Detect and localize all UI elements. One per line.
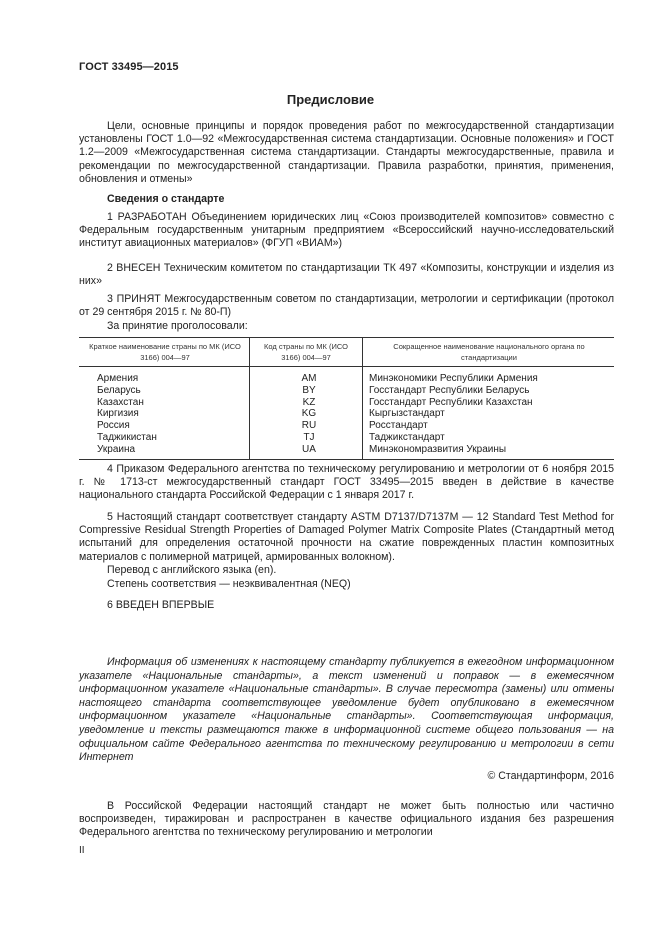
item-adopted: 3 ПРИНЯТ Межгосударственным советом по стандартизации, метрологии и сертификации (протокол от 29 сентября 2015 г. № 80-П) (79, 293, 614, 319)
table-divider (249, 338, 250, 459)
restriction-paragraph: В Российской Федерации настоящий стандарт не может быть полностью или частично воспроизведен, тиражирован и распространен в качестве официального издания без разрешения Федерального агентства по техническому регулированию и метрологии (79, 800, 614, 839)
table-cell: AM (301, 373, 317, 384)
intro-paragraph: Цели, основные принципы и порядок проведения работ по межгосударственной стандартизации установлены ГОСТ 1.0—92 «Межгосударственная система стандартизации. Основные положения» и ГОСТ 1.2—2009 «Межгосударственная система стандартизации. Стандарты межгосударственные, правила и рекомендации по межгосударственной стандартизации. Правила разработки, принятия, применения, обновления и отмены» (79, 120, 614, 185)
item-order: 4 Приказом Федерального агентства по техническому регулированию и метрологии от 6 ноября 2015 г. № 1713-ст межгосударственный стандарт ГОСТ 33495—2015 введен в действие в качестве национального стандарта Российской Федерации с 1 января 2017 г. (79, 463, 614, 502)
table-divider (362, 338, 363, 459)
table-cell: Таджикстандарт (369, 431, 445, 443)
table-cell: BY (302, 384, 316, 396)
copyright: © Стандартинформ, 2016 (487, 770, 614, 782)
table-cell: Киргизия (97, 408, 139, 420)
table-cell: KZ (302, 396, 316, 408)
table-cell: Армения (97, 373, 139, 384)
table-cell: Россия (97, 420, 130, 432)
vote-table (79, 337, 614, 460)
table-cell: Беларусь (97, 384, 141, 396)
table-cell: Госстандарт Республики Беларусь (369, 384, 530, 396)
info-notice: Информация об изменениях к настоящему стандарту публикуется в ежегодном информационном указателе «Национальные стандарты», а текст изменений и поправок — в ежемесячном информационном указателе «Национальные стандарты». В случае пересмотра (замены) или отмены настоящего стандарта соответствующее уведомление будет опубликовано в ежемесячном информационном указателе «Национальные стандарты». Соответствующая информация, уведомление и тексты размещаются также в информационной системе общего пользования — на официальном сайте Федерального агентства по техническому регулированию и метрологии в сети Интернет (79, 656, 614, 764)
table-cell: Минэкономразвития Украины (369, 443, 507, 455)
page-number: II (79, 845, 85, 856)
table-column-code (279, 373, 339, 456)
table-cell: Таджикистан (97, 431, 157, 443)
item-conformity: 5 Настоящий стандарт соответствует стандарту ASTM D7137/D7137M — 12 Standard Test Method for Compressive Residual Strength Properties of Damaged Polymer Matrix Composite Plates (Стандартный метод испытаний для определения остаточной прочности на сжатие поврежденных пластин композитных материалов с полимерной матрицей, армированных волокном). (79, 511, 614, 563)
table-cell: UA (302, 443, 316, 455)
item-first-introduced: 6 ВВЕДЕН ВПЕРВЫЕ (107, 599, 215, 611)
table-cell: KG (301, 408, 317, 420)
table-cell: RU (301, 420, 317, 432)
document-code: ГОСТ 33495—2015 (79, 61, 179, 73)
section-heading: Сведения о стандарте (107, 193, 225, 205)
table-cell: Росстандарт (369, 420, 428, 432)
table-column-country (97, 373, 157, 456)
table-cell: TJ (303, 431, 315, 443)
table-cell: Украина (97, 443, 136, 455)
table-cell: Казахстан (97, 396, 144, 408)
table-cell: Кыргызстандарт (369, 408, 445, 420)
table-header-body: Сокращенное наименование национального органа по стандартизации (393, 342, 585, 362)
table-header-country: Краткое наименование страны по МК (ИСО 3166) 004—97 (89, 342, 241, 362)
voted-label: За принятие проголосовали: (107, 320, 248, 332)
table-cell: Минэкономики Республики Армения (369, 373, 538, 384)
translation-line: Перевод с английского языка (en). (107, 564, 277, 576)
item-developed: 1 РАЗРАБОТАН Объединением юридических лиц «Союз производителей композитов» совместно с Федеральным государственным унитарным предприятием «Всероссийский научно-исследовательский институт авиационных материалов» (ФГУП «ВИАМ») (79, 211, 614, 250)
degree-line: Степень соответствия — неэквивалентная (NEQ) (107, 578, 351, 590)
table-column-body (369, 373, 538, 456)
table-cell: Госстандарт Республики Казахстан (369, 396, 533, 408)
table-header-code: Код страны по МК (ИСО 3166) 004—97 (264, 342, 348, 362)
item-introduced: 2 ВНЕСЕН Техническим комитетом по стандартизации ТК 497 «Композиты, конструкции и изделия из них» (79, 262, 614, 288)
page-title: Предисловие (286, 92, 375, 107)
